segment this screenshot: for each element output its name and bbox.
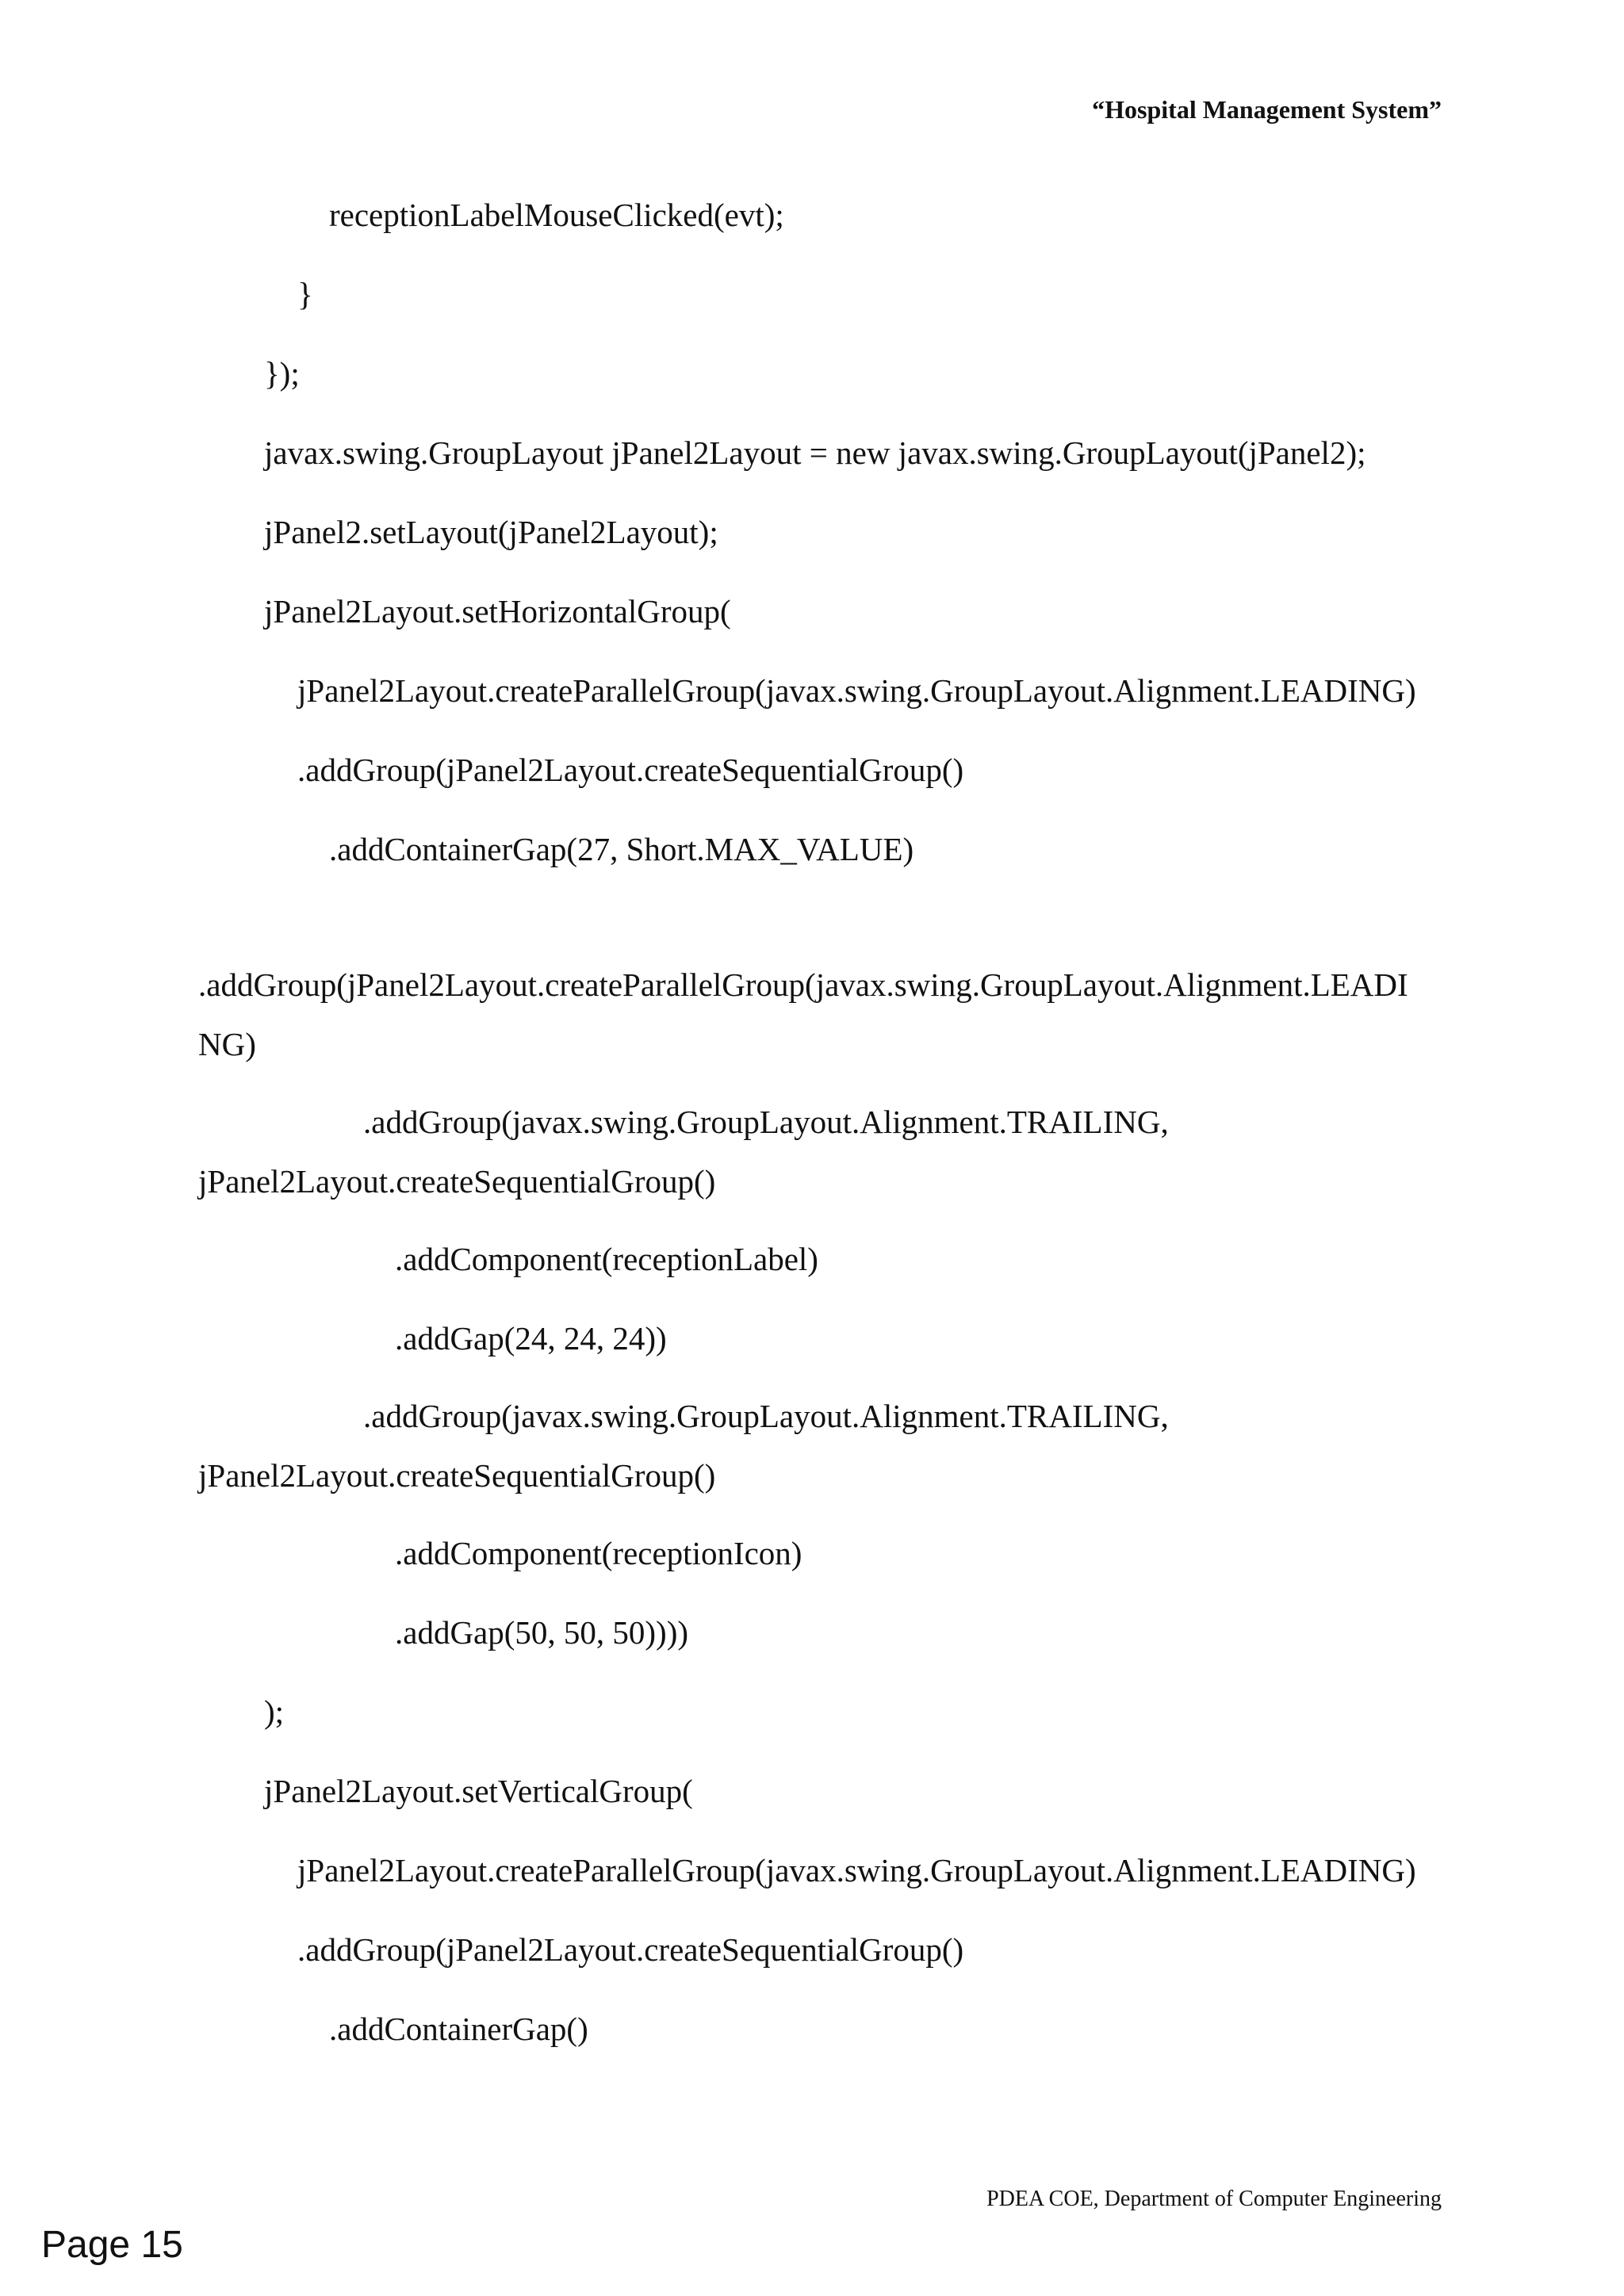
code-line: .addContainerGap() <box>329 2011 588 2047</box>
code-line: .addGroup(jPanel2Layout.createSequentialGroup() <box>297 752 964 788</box>
code-line: } <box>297 276 313 312</box>
code-line: ); <box>264 1693 285 1730</box>
code-line: }); <box>264 355 300 392</box>
code-line: jPanel2Layout.createParallelGroup(javax.swing.GroupLayout.Alignment.LEADING) <box>297 672 1416 709</box>
code-line: jPanel2Layout.createSequentialGroup() <box>198 1457 716 1494</box>
document-header-title: “Hospital Management System” <box>1092 95 1442 124</box>
code-line: .addGap(24, 24, 24)) <box>395 1320 667 1357</box>
page-number: Page 15 <box>41 2224 183 2266</box>
code-line: .addComponent(receptionIcon) <box>395 1535 802 1571</box>
code-line: NG) <box>198 1026 256 1062</box>
code-line: jPanel2Layout.createParallelGroup(javax.swing.GroupLayout.Alignment.LEADING) <box>297 1852 1416 1888</box>
code-line: jPanel2.setLayout(jPanel2Layout); <box>264 514 718 550</box>
footer-institution: PDEA COE, Department of Computer Engineering <box>986 2187 1442 2211</box>
code-line: .addComponent(receptionLabel) <box>395 1241 818 1277</box>
code-line: jPanel2Layout.setVerticalGroup( <box>264 1773 693 1809</box>
code-line: receptionLabelMouseClicked(evt); <box>329 197 784 233</box>
code-line: .addGap(50, 50, 50)))) <box>395 1614 689 1651</box>
code-line: .addGroup(jPanel2Layout.createParallelGroup(javax.swing.GroupLayout.Alignment.LEADI <box>198 966 1408 1003</box>
code-line: jPanel2Layout.createSequentialGroup() <box>198 1163 716 1200</box>
code-line: jPanel2Layout.setHorizontalGroup( <box>264 593 731 629</box>
code-line: .addContainerGap(27, Short.MAX_VALUE) <box>329 831 914 867</box>
code-line: .addGroup(jPanel2Layout.createSequentialGroup() <box>297 1931 964 1968</box>
code-line: .addGroup(javax.swing.GroupLayout.Alignment.TRAILING, <box>363 1398 1169 1434</box>
code-line: javax.swing.GroupLayout jPanel2Layout = new javax.swing.GroupLayout(jPanel2); <box>264 434 1366 471</box>
code-line: .addGroup(javax.swing.GroupLayout.Alignment.TRAILING, <box>363 1104 1169 1140</box>
